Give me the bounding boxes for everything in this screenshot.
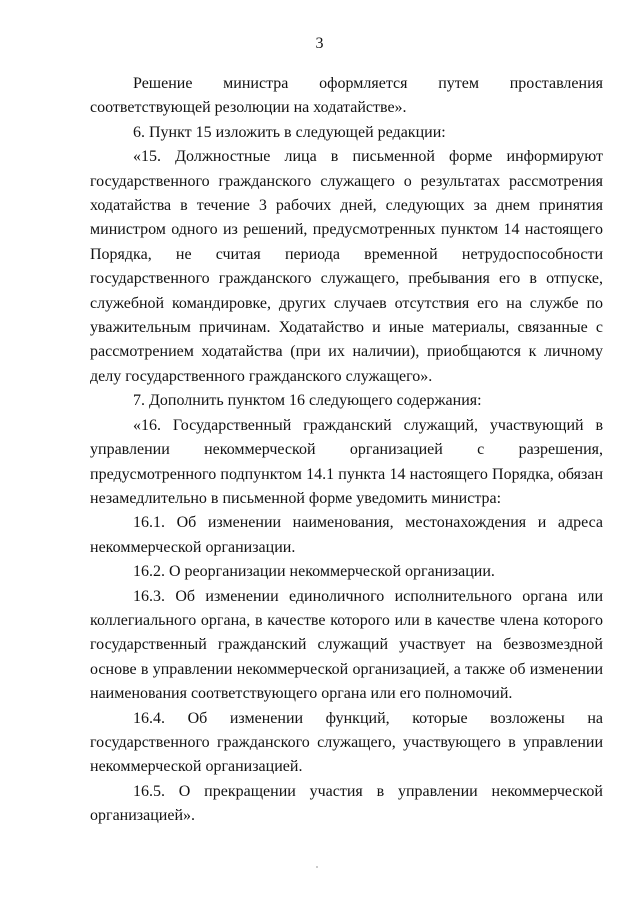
paragraph: 6. Пункт 15 изложить в следующей редакции: (133, 123, 446, 141)
paragraph: 16.3. Об изменении единоличного исполнительного органа или коллегиального органа, в качестве которого или в качестве члена которого государственный гражданский служащий участвует на безвозмездной основе в управлении некоммерческой организацией, а также об изменении наименования соответствующего органа или его полномочий. (90, 587, 603, 703)
paragraph: «16. Государственный гражданский служащий, участвующий в управлении некоммерческой организацией с разрешения, предусмотренного подпунктом 14.1 пункта 14 настоящего Порядка, обязан незамедлительно в письменной форме уведомить министра: (90, 416, 603, 507)
paragraph: 16.1. Об изменении наименования, местонахождения и адреса некоммерческой организации. (90, 514, 603, 556)
paragraph: «15. Должностные лица в письменной форме информируют государственного гражданского служащего о результатах рассмотрения ходатайства в течение 3 рабочих дней, следующих за днем принятия министром одного из решений, предусмотренных пунктом 14 настоящего Порядка, не считая периода временной нетрудоспособности государственного гражданского служащего, пребывания его в отпуске, служебной командировке, других случаев отсутствия его на службе по уважительным причинам. Ходатайство и иные материалы, связанные с рассмотрением ходатайства (при их наличии), приобщаются к личному делу государственного гражданского служащего». (90, 148, 603, 385)
paragraph: Решение министра оформляется путем проставления соответствующей резолюции на ходатайстве». (90, 75, 603, 117)
paragraph: 16.2. О реорганизации некоммерческой организации. (133, 563, 495, 581)
page-number: 3 (315, 35, 324, 52)
scan-speck (316, 866, 318, 868)
paragraph: 16.5. О прекращении участия в управлении некоммерческой организацией». (90, 782, 603, 825)
paragraph: 16.4. Об изменении функций, которые возложены на государственного гражданского служащего, участвующего в управлении некоммерческой организацией. (90, 709, 603, 776)
document-body (90, 72, 603, 829)
paragraph: 7. Дополнить пунктом 16 следующего содержания: (133, 392, 482, 410)
